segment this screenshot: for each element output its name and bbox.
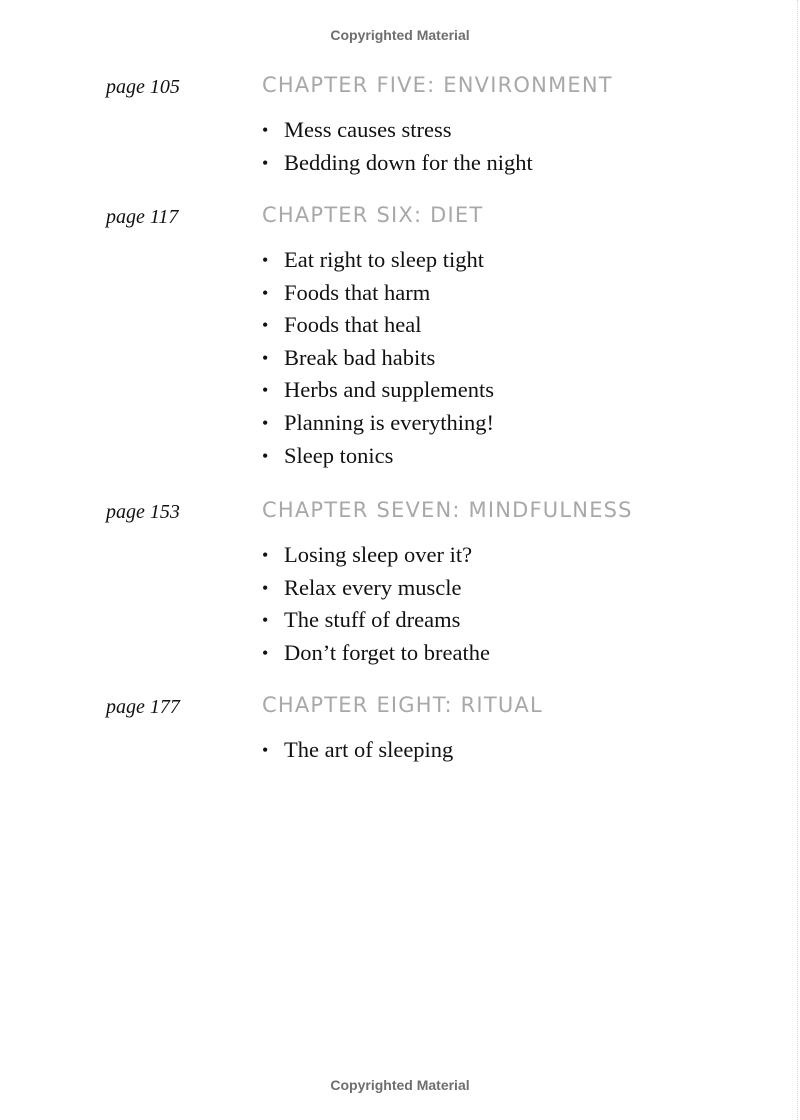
chapter-heading: CHAPTER FIVE: ENVIRONMENT <box>262 73 613 97</box>
copyright-header: Copyrighted Material <box>330 27 470 43</box>
list-item <box>262 572 490 605</box>
bullet-icon: • <box>262 445 269 466</box>
section-list <box>262 539 490 669</box>
section-title: Sleep tonics <box>284 442 394 468</box>
section-title: Losing sleep over it? <box>284 542 473 567</box>
list-item <box>262 604 490 637</box>
bullet-icon: • <box>262 642 269 663</box>
section-title: Relax every muscle <box>284 574 462 600</box>
bullet-icon: • <box>262 610 269 631</box>
bullet-icon: • <box>262 315 269 336</box>
section-title: The stuff of dreams <box>284 607 461 633</box>
bullet-icon: • <box>262 347 269 368</box>
section-title: The art of sleeping <box>284 737 454 762</box>
list-item <box>262 309 494 342</box>
section-title: Break bad habits <box>284 344 436 370</box>
list-item <box>262 637 490 670</box>
section-title: Don’t forget to breathe <box>284 639 490 665</box>
list-item <box>262 374 494 407</box>
bullet-icon: • <box>262 740 269 760</box>
list-item <box>262 114 533 147</box>
section-title: Foods that harm <box>284 279 431 305</box>
page-edge-divider <box>796 0 798 1120</box>
bullet-icon: • <box>262 120 269 140</box>
bullet-icon: • <box>262 152 269 173</box>
section-list <box>262 244 494 472</box>
list-item <box>262 277 494 310</box>
list-item <box>262 407 494 440</box>
bullet-icon: • <box>262 412 269 433</box>
bullet-icon: • <box>262 380 269 401</box>
section-title: Foods that heal <box>284 312 422 338</box>
section-title: Planning is everything! <box>284 409 494 435</box>
list-item <box>262 147 533 180</box>
copyright-footer: Copyrighted Material <box>330 1077 470 1093</box>
page-reference: page 177 <box>106 696 180 718</box>
section-title: Eat right to sleep tight <box>284 247 484 272</box>
section-title: Mess causes stress <box>284 117 452 142</box>
section-title: Bedding down for the night <box>284 149 533 175</box>
list-item <box>262 440 494 473</box>
section-list <box>262 734 453 767</box>
chapter-heading: CHAPTER EIGHT: RITUAL <box>262 693 543 717</box>
chapter-heading: CHAPTER SEVEN: MINDFULNESS <box>262 498 633 522</box>
section-list <box>262 114 533 179</box>
page-reference: page 153 <box>106 501 180 523</box>
bullet-icon: • <box>262 545 269 565</box>
page-reference: page 117 <box>106 206 179 228</box>
bullet-icon: • <box>262 282 269 303</box>
bullet-icon: • <box>262 250 269 270</box>
list-item <box>262 734 453 767</box>
list-item <box>262 342 494 375</box>
list-item <box>262 244 494 277</box>
bullet-icon: • <box>262 577 269 598</box>
chapter-heading: CHAPTER SIX: DIET <box>262 203 484 227</box>
list-item <box>262 539 490 572</box>
page-reference: page 105 <box>106 76 180 98</box>
section-title: Herbs and supplements <box>284 377 494 403</box>
